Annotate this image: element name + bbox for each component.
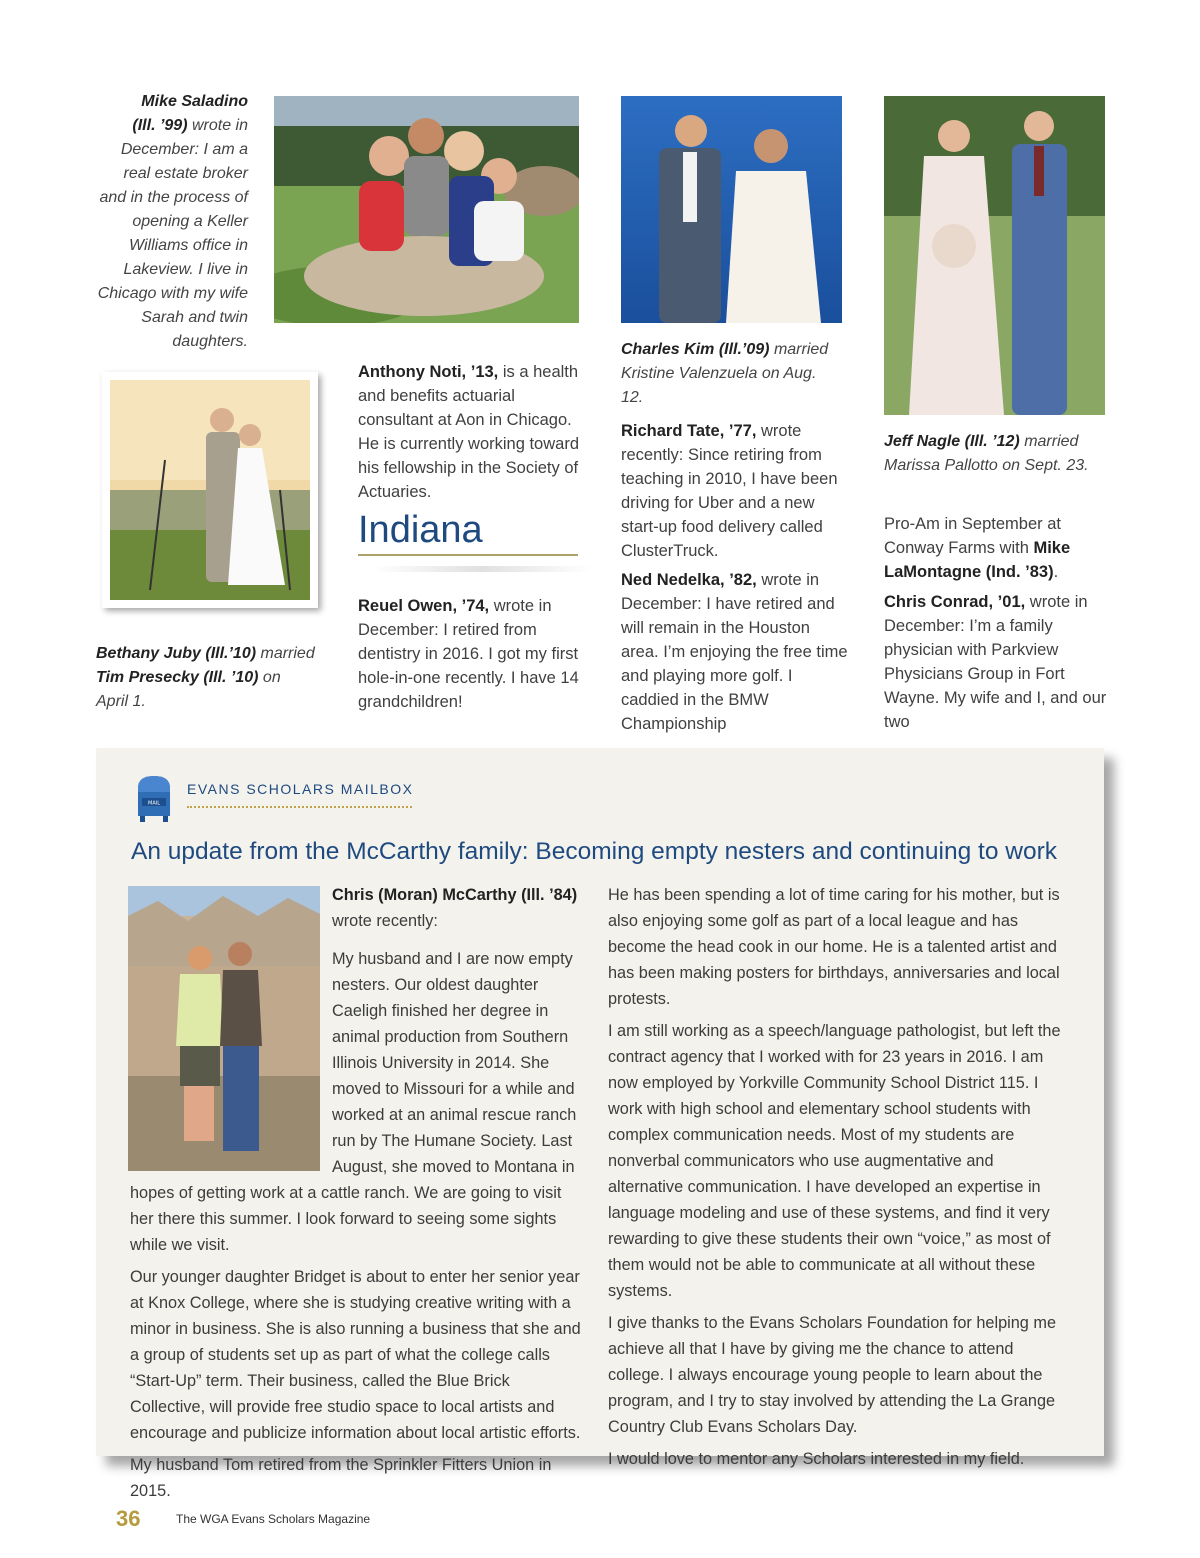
nagle-wedding-photo (884, 96, 1105, 415)
mailbox-label-dots (187, 806, 412, 808)
tate-entry (621, 419, 846, 563)
nedelka-name: Ned Nedelka, ’82, (621, 571, 757, 589)
conrad-entry (884, 590, 1112, 734)
mailbox-left-p3: My husband Tom retired from the Sprinkler Fitters Union in 2015. (130, 1456, 552, 1500)
juby-name-2: Tim Presecky (Ill. ’10) (96, 669, 259, 686)
proam-entry (884, 512, 1109, 584)
mailbox-icon-label: MAIL (148, 800, 160, 807)
nagle-caption (884, 430, 1105, 478)
saladino-caption (96, 90, 248, 354)
nedelka-entry (621, 568, 849, 736)
juby-caption (96, 642, 316, 714)
saladino-class: (Ill. ’99) (132, 117, 188, 134)
nagle-name: Jeff Nagle (Ill. ’12) (884, 433, 1020, 450)
mailbox-icon (136, 774, 172, 822)
proam-end: . (1053, 563, 1059, 581)
noti-name: Anthony Noti, ’13, (358, 363, 499, 381)
mailbox-right-column (608, 882, 1070, 1478)
mccarthy-author-line (332, 882, 587, 934)
mailbox-left-p2: Our younger daughter Bridget is about to enter her senior year at Knox College, where she is studying creative writing with a minor in business. She is also running a business that she and a group of students set up as part of what the college calls “Start-Up” term. Their business, called the Blue Brick Collective, will provide free studio space to local artists and encourage and publicize information about local artistic efforts. (130, 1268, 581, 1442)
juby-mid: married (256, 645, 315, 662)
kim-text: married Kristine Valenzuela on Aug. 12. (621, 341, 829, 406)
owen-name: Reuel Owen, ’74, (358, 597, 490, 615)
mailbox-left-column (130, 946, 585, 1510)
juby-name-1: Bethany Juby (Ill.’10) (96, 645, 257, 662)
indiana-rule (358, 554, 578, 556)
footer-title: The WGA Evans Scholars Magazine (176, 1512, 371, 1526)
saladino-name: Mike Saladino (141, 93, 248, 110)
indiana-shadow (372, 566, 592, 572)
saladino-text: wrote in December: I am a real estate broker and in the process of opening a Keller Williams office in Lakeview. I live in Chicago with my wife Sarah and twin daughters. (97, 117, 248, 350)
conrad-text: wrote in December: I’m a family physician with Parkview Physicians Group in Fort Wayne. My wife and I, and our two (884, 593, 1107, 731)
mailbox-right-p2: I am still working as a speech/language pathologist, but left the contract agency that I worked with for 23 years in 2016. I am now employed by Yorkville Community School District 115. I work with high school and elementary school students with complex communication needs. Most of my students are nonverbal communicators who use augmentative and alternative communication. I have developed an expertise in language modeling and use of these systems, and find it very rewarding to give these students their own “voice,” as most of them would not be able to communicate at all without these systems. (608, 1022, 1061, 1300)
juby-wedding-photo-frame (102, 372, 318, 608)
page-number: 36 (116, 1506, 141, 1531)
noti-entry (358, 360, 594, 504)
mailbox-right-p3: I give thanks to the Evans Scholars Foundation for helping me achieve all that I have by giving me the chance to attend college. I always encourage young people to learn about the program, and I try to stay involved by attending the La Grange Country Club Evans Scholars Day. (608, 1314, 1056, 1436)
owen-entry (358, 594, 588, 714)
indiana-heading: Indiana (358, 509, 483, 551)
mailbox-left-p1: My husband and I are now empty nesters. Our oldest daughter Caeligh finished her degree in animal production from Southern Illinois University in 2014. She moved to Missouri for a while and worked at an animal rescue ranch run by The Humane Society. Last August, she moved to Montana in hopes of getting work at a cattle ranch. We are going to visit her there this summer. I look forward to seeing some sights while we visit. (130, 950, 577, 1254)
mailbox-right-p1: He has been spending a lot of time caring for his mother, but is also enjoying some golf as part of a local league and has become the head cook in our home. He is a talented artist and has been making posters for birthdays, anniversaries and local protests. (608, 886, 1060, 1008)
owen-text: wrote in December: I retired from dentistry in 2016. I got my first hole-in-one recently. I have 14 grandchildren! (358, 597, 579, 711)
kim-caption (621, 338, 842, 410)
saladino-family-photo (274, 96, 579, 323)
mccarthy-author-tail: wrote recently: (332, 912, 438, 930)
tate-name: Richard Tate, ’77, (621, 422, 757, 440)
photo-float-spacer (130, 946, 332, 1159)
mailbox-label: EVANS SCHOLARS MAILBOX (187, 781, 414, 797)
juby-wedding-photo (110, 380, 310, 600)
juby-text: on April 1. (96, 669, 281, 710)
kim-name: Charles Kim (Ill.’09) (621, 341, 770, 358)
noti-text: is a health and benefits actuarial consultant at Aon in Chicago. He is currently working toward his fellowship in the Society of Actuaries. (358, 363, 579, 501)
mccarthy-author: Chris (Moran) McCarthy (Ill. ’84) (332, 886, 578, 904)
mailbox-title: An update from the McCarthy family: Becoming empty nesters and continuing to work (131, 838, 1057, 865)
tate-text: wrote recently: Since retiring from teaching in 2010, I have been driving for Uber and a new start-up food delivery called ClusterTruck. (621, 422, 838, 560)
mailbox-right-p4: I would love to mentor any Scholars interested in my field. (608, 1450, 1025, 1468)
mailbox-section (96, 748, 1104, 1500)
mccarthy-intro (332, 882, 587, 940)
conrad-name: Chris Conrad, ’01, (884, 593, 1026, 611)
proam-name: Mike LaMontagne (Ind. ’83) (884, 539, 1071, 581)
proam-text: Pro-Am in September at Conway Farms with (884, 515, 1061, 557)
nedelka-text: wrote in December: I have retired and will remain in the Houston area. I’m enjoying the free time and playing more golf. I caddied in the BMW Championship (621, 571, 848, 733)
kim-wedding-photo (621, 96, 842, 323)
nagle-text: married Marissa Pallotto on Sept. 23. (884, 433, 1089, 474)
